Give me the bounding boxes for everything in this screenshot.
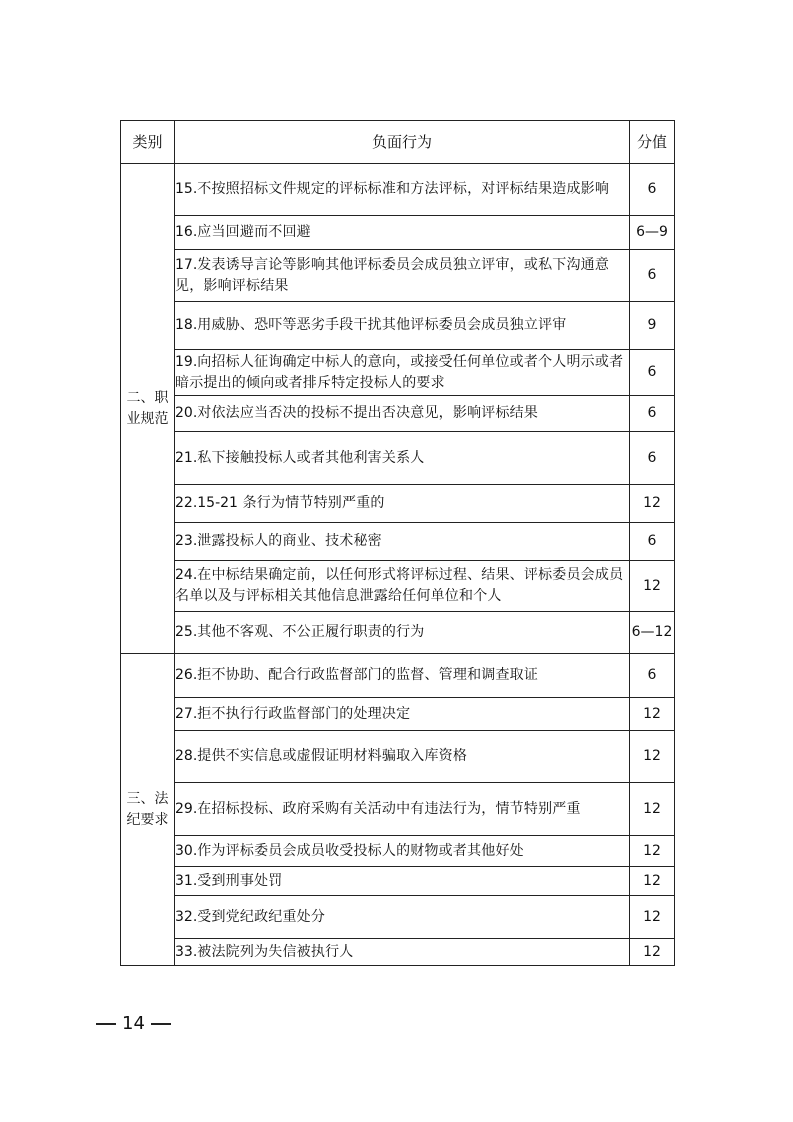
score-cell: 12 <box>630 731 675 783</box>
header-score: 分值 <box>630 121 675 164</box>
item-number: 17. <box>175 256 198 273</box>
item-number: 20. <box>175 405 198 421</box>
table-row <box>121 654 675 698</box>
score-cell: 12 <box>630 485 675 523</box>
score-cell: 6 <box>630 523 675 561</box>
item-number: 21. <box>175 449 198 466</box>
behavior-cell <box>175 561 630 612</box>
table-row <box>121 561 675 612</box>
item-text: 被法院列为失信被执行人 <box>197 943 354 960</box>
item-number: 25. <box>175 624 198 640</box>
table-row <box>121 216 675 250</box>
item-text: 其他不客观、不公正履行职责的行为 <box>197 624 425 640</box>
behavior-cell <box>175 164 630 216</box>
page-number-value: 14 <box>122 1013 145 1034</box>
item-number: 30. <box>175 842 198 859</box>
behavior-cell <box>175 939 630 966</box>
behavior-cell <box>175 867 630 896</box>
table-row <box>121 731 675 783</box>
item-text: 提供不实信息或虚假证明材料骗取入库资格 <box>197 748 468 764</box>
item-text: 对依法应当否决的投标不提出否决意见，影响评标结果 <box>197 405 539 421</box>
table-row <box>121 432 675 485</box>
item-text: 私下接触投标人或者其他利害关系人 <box>197 449 425 466</box>
behavior-cell <box>175 216 630 250</box>
behavior-cell <box>175 250 630 302</box>
table-row <box>121 523 675 561</box>
page-number <box>96 1012 186 1036</box>
item-text: 在中标结果确定前，以任何形式将评标过程、结果、评标委员会成员名单以及与评标相关其他信息泄露给任何单位和个人 <box>175 567 624 604</box>
score-cell: 12 <box>630 561 675 612</box>
score-cell: 6 <box>630 250 675 302</box>
table-row <box>121 783 675 836</box>
table-row <box>121 896 675 939</box>
negative-behavior-table <box>120 120 675 966</box>
table-row <box>121 350 675 396</box>
score-cell: 6 <box>630 432 675 485</box>
behavior-cell <box>175 612 630 654</box>
item-text: 应当回避而不回避 <box>197 224 311 240</box>
item-number: 33. <box>175 943 198 960</box>
item-number: 24. <box>175 567 198 583</box>
item-number: 26. <box>175 667 198 683</box>
item-number: 27. <box>175 705 198 722</box>
behavior-cell <box>175 896 630 939</box>
item-number: 23. <box>175 533 198 549</box>
item-text: 向招标人征询确定中标人的意向，或接受任何单位或者个人明示或者暗示提出的倾向或者排斥特定投标人的要求 <box>175 353 624 391</box>
table-row <box>121 250 675 302</box>
page-number-left-dash <box>96 1023 116 1024</box>
item-text: 拒不协助、配合行政监督部门的监督、管理和调查取证 <box>197 667 539 683</box>
page-number-right-dash <box>151 1023 171 1024</box>
score-cell: 12 <box>630 836 675 867</box>
table-row <box>121 939 675 966</box>
score-cell: 12 <box>630 896 675 939</box>
table-row <box>121 612 675 654</box>
score-cell: 6—12 <box>630 612 675 654</box>
score-cell: 6 <box>630 396 675 432</box>
behavior-cell <box>175 396 630 432</box>
score-cell: 9 <box>630 302 675 350</box>
item-text: 在招标投标、政府采购有关活动中有违法行为，情节特别严重 <box>197 800 581 817</box>
table-row <box>121 164 675 216</box>
item-text: 泄露投标人的商业、技术秘密 <box>197 533 382 549</box>
item-text: 发表诱导言论等影响其他评标委员会成员独立评审，或私下沟通意见，影响评标结果 <box>175 256 610 294</box>
item-number: 19. <box>175 353 198 370</box>
score-cell: 6 <box>630 164 675 216</box>
item-number: 29. <box>175 800 198 817</box>
item-number: 22.15-21 <box>175 495 238 511</box>
item-number: 15. <box>175 181 198 197</box>
category-legal-discipline: 三、法纪要求 <box>121 654 175 966</box>
table-row <box>121 698 675 731</box>
score-cell: 12 <box>630 939 675 966</box>
table-row <box>121 485 675 523</box>
item-text: 用威胁、恐吓等恶劣手段干扰其他评标委员会成员独立评审 <box>197 317 567 333</box>
category-professional-norms: 二、职业规范 <box>121 164 175 654</box>
behavior-cell <box>175 432 630 485</box>
behavior-cell <box>175 485 630 523</box>
score-cell: 12 <box>630 783 675 836</box>
behavior-cell <box>175 731 630 783</box>
item-number: 18. <box>175 317 198 333</box>
behavior-cell <box>175 523 630 561</box>
behavior-cell <box>175 836 630 867</box>
table-row <box>121 836 675 867</box>
header-category: 类别 <box>121 121 175 164</box>
score-cell: 12 <box>630 867 675 896</box>
item-text: 受到党纪政纪重处分 <box>197 908 326 925</box>
item-text: 条行为情节特别严重的 <box>237 495 385 511</box>
item-text: 受到刑事处罚 <box>197 872 283 889</box>
item-text: 拒不执行行政监督部门的处理决定 <box>197 705 411 722</box>
table-row <box>121 867 675 896</box>
behavior-cell <box>175 654 630 698</box>
score-cell: 6—9 <box>630 216 675 250</box>
item-number: 16. <box>175 224 198 240</box>
item-text: 不按照招标文件规定的评标标准和方法评标，对评标结果造成影响 <box>197 181 610 197</box>
table-row <box>121 302 675 350</box>
item-number: 32. <box>175 908 198 925</box>
item-number: 31. <box>175 872 198 889</box>
table-row <box>121 396 675 432</box>
behavior-cell <box>175 350 630 396</box>
item-text: 作为评标委员会成员收受投标人的财物或者其他好处 <box>197 842 524 859</box>
table-header-row <box>121 121 675 164</box>
score-cell: 12 <box>630 698 675 731</box>
header-behavior: 负面行为 <box>175 121 630 164</box>
behavior-cell <box>175 783 630 836</box>
behavior-cell <box>175 302 630 350</box>
score-cell: 6 <box>630 654 675 698</box>
score-cell: 6 <box>630 350 675 396</box>
behavior-cell <box>175 698 630 731</box>
item-number: 28. <box>175 748 198 764</box>
